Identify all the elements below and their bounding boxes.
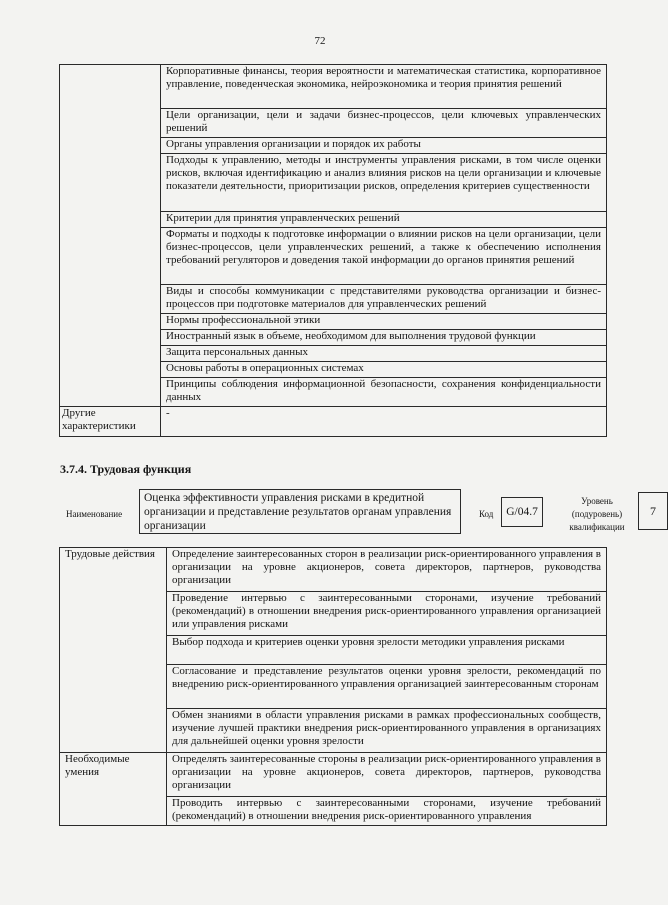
function-header — [60, 489, 656, 534]
knowledge-item: Форматы и подходы к подготовке информации о влиянии рисков на цели организации, цели бизнес-процессов, цели управленческих решений, а также к обеспечению исполнения требований регуляторов и доведения такой информации до органов принятия решений — [161, 228, 607, 285]
labor-action-item: Согласование и представление результатов оценки уровня зрелости, рекомендаций по внедрению риск-ориентированного управления организацией заинтересованным сторонам — [167, 665, 607, 709]
function-name: Оценка эффективности управления рисками в кредитной организации и представление результатов органам управления организации — [139, 489, 461, 534]
labor-action-item: Определение заинтересованных сторон в реализации риск-ориентированного управления в организации на уровне акционеров, совета директоров, партнеров, руководства организации — [167, 548, 607, 592]
actions-skills-table — [59, 547, 607, 826]
knowledge-item: Нормы профессиональной этики — [161, 314, 607, 330]
qualification-level: 7 — [638, 492, 668, 530]
other-characteristics-value: - — [161, 407, 607, 437]
labor-actions-label: Трудовые действия — [60, 548, 167, 753]
labor-action-item: Проведение интервью с заинтересованными сторонами, изучение требований (рекомендаций) в отношении внедрения риск-ориентированного управления организацией или управления рисками — [167, 592, 607, 636]
section-title: 3.7.4. Трудовая функция — [60, 462, 192, 476]
knowledge-item: Защита персональных данных — [161, 346, 607, 362]
level-label: Уровень (подуровень) квалификации — [569, 496, 625, 532]
knowledge-table — [59, 64, 607, 437]
name-label: Наименование — [66, 509, 123, 519]
knowledge-item: Подходы к управлению, методы и инструменты управления рисками, в том числе оценки рисков, включая идентификацию и анализ влияния рисков на цели организации и ключевые показатели деятельности, приоритизации рисков, определения критериев существенности — [161, 154, 607, 212]
labor-action-item: Выбор подхода и критериев оценки уровня зрелости методики управления рисками — [167, 636, 607, 665]
function-code: G/04.7 — [501, 497, 543, 527]
knowledge-item: Критерии для принятия управленческих решений — [161, 212, 607, 228]
skill-item: Определять заинтересованные стороны в реализации риск-ориентированного управления в организации на уровне акционеров, совета директоров, партнеров, руководства организации — [167, 753, 607, 797]
knowledge-item: Иностранный язык в объеме, необходимом для выполнения трудовой функции — [161, 330, 607, 346]
knowledge-item: Цели организации, цели и задачи бизнес-процессов, цели ключевых управленческих решений — [161, 109, 607, 138]
code-label: Код — [479, 509, 494, 519]
required-skills-label: Необходимые умения — [60, 753, 167, 826]
empty-label-cell — [60, 65, 161, 407]
knowledge-item: Корпоративные финансы, теория вероятности и математическая статистика, корпоративное управление, поведенческая экономика, нейроэкономика и теория принятия решений — [161, 65, 607, 109]
skill-item: Проводить интервью с заинтересованными сторонами, изучение требований (рекомендаций) в отношении внедрения риск-ориентированного управления — [167, 797, 607, 826]
labor-action-item: Обмен знаниями в области управления рисками в рамках профессиональных сообществ, изучение лучшей практики внедрения риск-ориентированного управления в организациях для дальнейшей оценки уровня зрелости — [167, 709, 607, 753]
knowledge-item: Принципы соблюдения информационной безопасности, сохранения конфиденциальности данных — [161, 378, 607, 407]
knowledge-item: Органы управления организации и порядок их работы — [161, 138, 607, 154]
other-characteristics-label: Другие характеристики — [60, 407, 161, 437]
knowledge-item: Основы работы в операционных системах — [161, 362, 607, 378]
page-number: 72 — [314, 35, 326, 47]
knowledge-item: Виды и способы коммуникации с представителями руководства организации и бизнес-процессов при подготовке материалов для управленческих решений — [161, 285, 607, 314]
